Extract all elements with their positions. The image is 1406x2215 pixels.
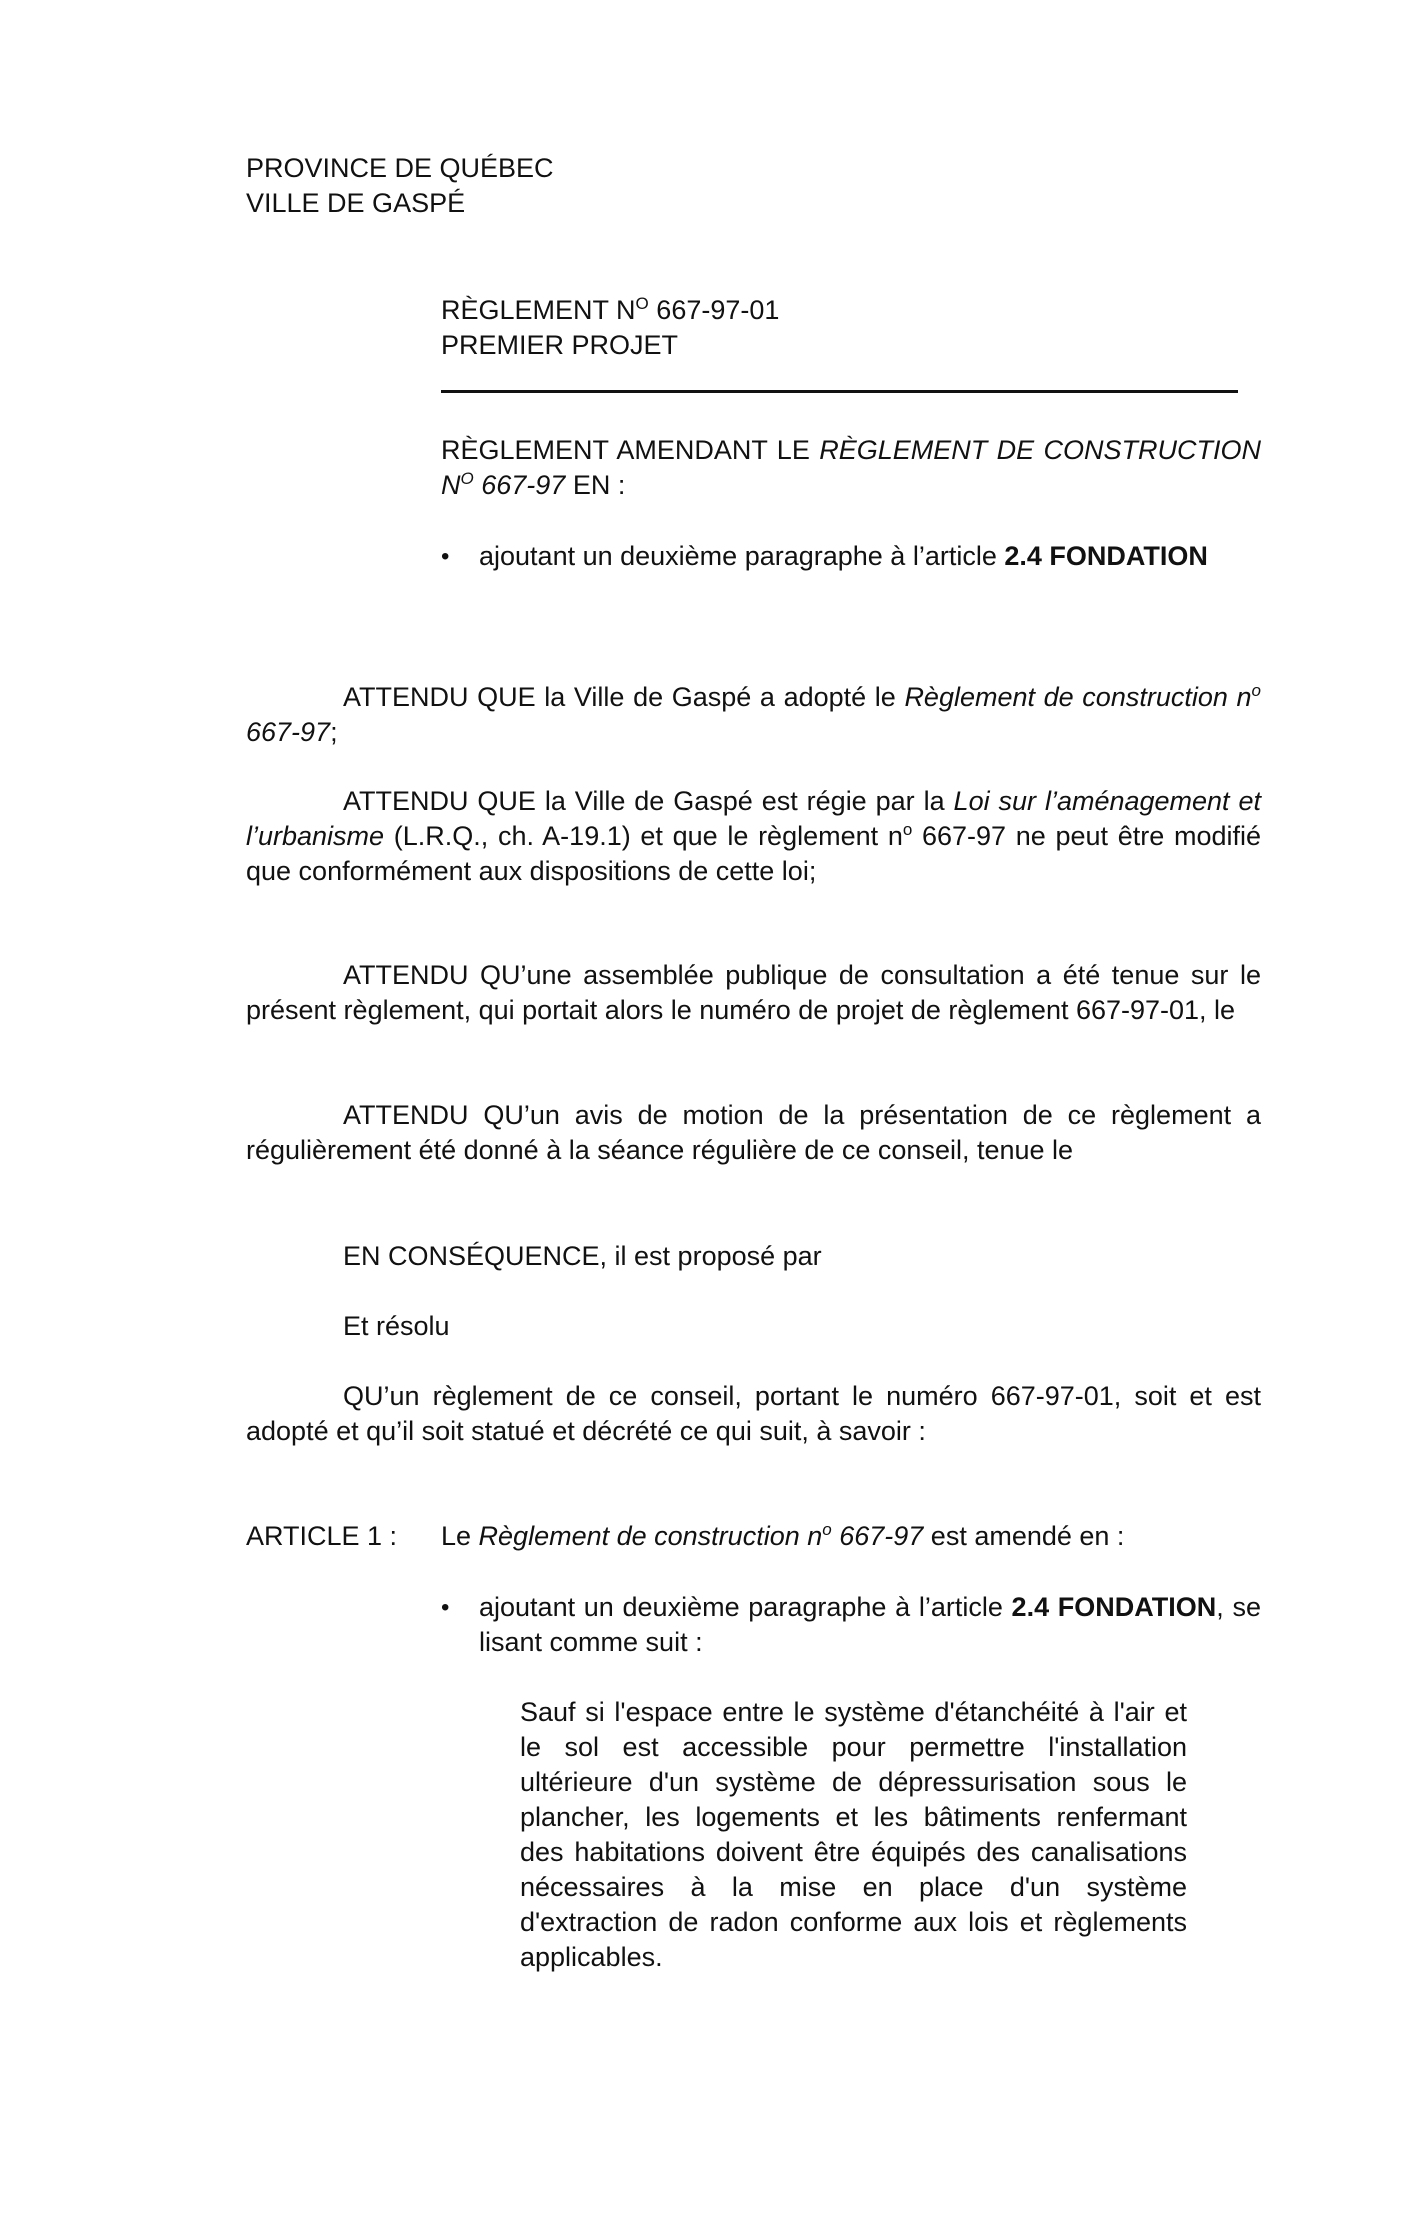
title-sup: O: [460, 469, 474, 488]
considerant-2-italic: Loi sur l’aménagement et l’urbanisme: [246, 786, 1262, 851]
considerant-2: [246, 784, 1261, 889]
article-1-start: Le: [441, 1521, 479, 1551]
separator-rule: [441, 390, 1238, 393]
consequence-line: EN CONSÉQUENCE, il est proposé par: [343, 1241, 822, 1271]
article-1-label: ARTICLE 1 :: [246, 1521, 398, 1551]
considerant-2-start: ATTENDU QUE la Ville de Gaspé est régie par la: [343, 786, 954, 816]
reglement-number: [441, 293, 1141, 328]
considerant-1-sup: o: [1251, 681, 1261, 700]
amendment-quote: Sauf si l'espace entre le système d'étanchéité à l'air et le sol est accessible pour permettre l'installation ultérieure d'un système de dépressurisation sous le plancher, les logements et les bâtiments renfermant des habitations doivent être équipés des canalisations nécessaires à la mise en place d'un système d'extraction de radon conforme aux lois et règlements applicables.: [520, 1697, 1187, 1972]
article-1-sup: o: [822, 1520, 832, 1539]
considerant-1-italic: Règlement de construction n: [904, 682, 1252, 712]
article-1-italic2: 667-97: [831, 1521, 924, 1551]
considerant-2-sup: o: [902, 820, 913, 839]
title-part4: EN :: [565, 470, 626, 500]
article-bullet-bold: 2.4 FONDATION: [1011, 1592, 1217, 1622]
reglement-number-sup: O: [635, 294, 649, 313]
reglement-number-value: 667-97-01: [656, 295, 780, 325]
considerant-1-start: ATTENDU QUE la Ville de Gaspé a adopté le: [343, 682, 905, 712]
adoption-paragraph: QU’un règlement de ce conseil, portant le numéro 667-97-01, soit et est adopté et qu’il soit statué et décrété ce qui suit, à savoir :: [246, 1381, 1261, 1446]
city-label: VILLE DE GASPÉ: [246, 188, 466, 218]
considerant-1-end: ;: [330, 717, 338, 747]
reglement-block: [441, 293, 1141, 363]
province-label: PROVINCE DE QUÉBEC: [246, 153, 554, 183]
bullet-icon: •: [441, 543, 450, 570]
title-part2: RÈGLEMENT DE CONSTRUCTION N: [441, 435, 1261, 500]
title-part1: RÈGLEMENT AMENDANT LE: [441, 435, 820, 465]
reglement-project: PREMIER PROJET: [441, 330, 679, 360]
article-bullet-end: , se lisant comme suit :: [479, 1592, 1261, 1657]
article-1-italic: Règlement de construction n: [478, 1521, 823, 1551]
intro-bullet-text: [479, 539, 1261, 574]
article-bullet-main: ajoutant un deuxième paragraphe à l’article: [479, 1592, 1012, 1622]
article-1-end: est amendé en :: [923, 1521, 1125, 1551]
article-bullet-text: [479, 1590, 1261, 1660]
resolu-line: Et résolu: [343, 1311, 450, 1341]
considerant-1-italic2: 667-97: [246, 717, 331, 747]
intro-bullet-item: [441, 539, 1261, 574]
considerant-2-end2: 667-97 ne peut être modifié que conformément aux dispositions de cette loi;: [246, 821, 1261, 886]
intro-bullet-main: ajoutant un deuxième paragraphe à l’article: [479, 541, 1005, 571]
bullet-icon: •: [441, 1594, 450, 1621]
article-1-text: [441, 1519, 1261, 1554]
document-header: [246, 151, 846, 221]
intro-bullet-bold: 2.4 FONDATION: [1004, 541, 1208, 571]
title-part3: 667-97: [473, 470, 566, 500]
article-bullet-item: [441, 1590, 1261, 1660]
considerant-2-end: (L.R.Q., ch. A-19.1) et que le règlement n: [384, 821, 903, 851]
considerant-1: [246, 680, 1261, 750]
considerant-4: ATTENDU QU’un avis de motion de la présentation de ce règlement a régulièrement été donné à la séance régulière de ce conseil, tenue le: [246, 1100, 1261, 1165]
reglement-title: [441, 433, 1261, 503]
considerant-3: ATTENDU QU’une assemblée publique de consultation a été tenue sur le présent règlement, qui portait alors le numéro de projet de règlement 667-97-01, le: [246, 960, 1261, 1025]
reglement-number-prefix: RÈGLEMENT N: [441, 295, 636, 325]
